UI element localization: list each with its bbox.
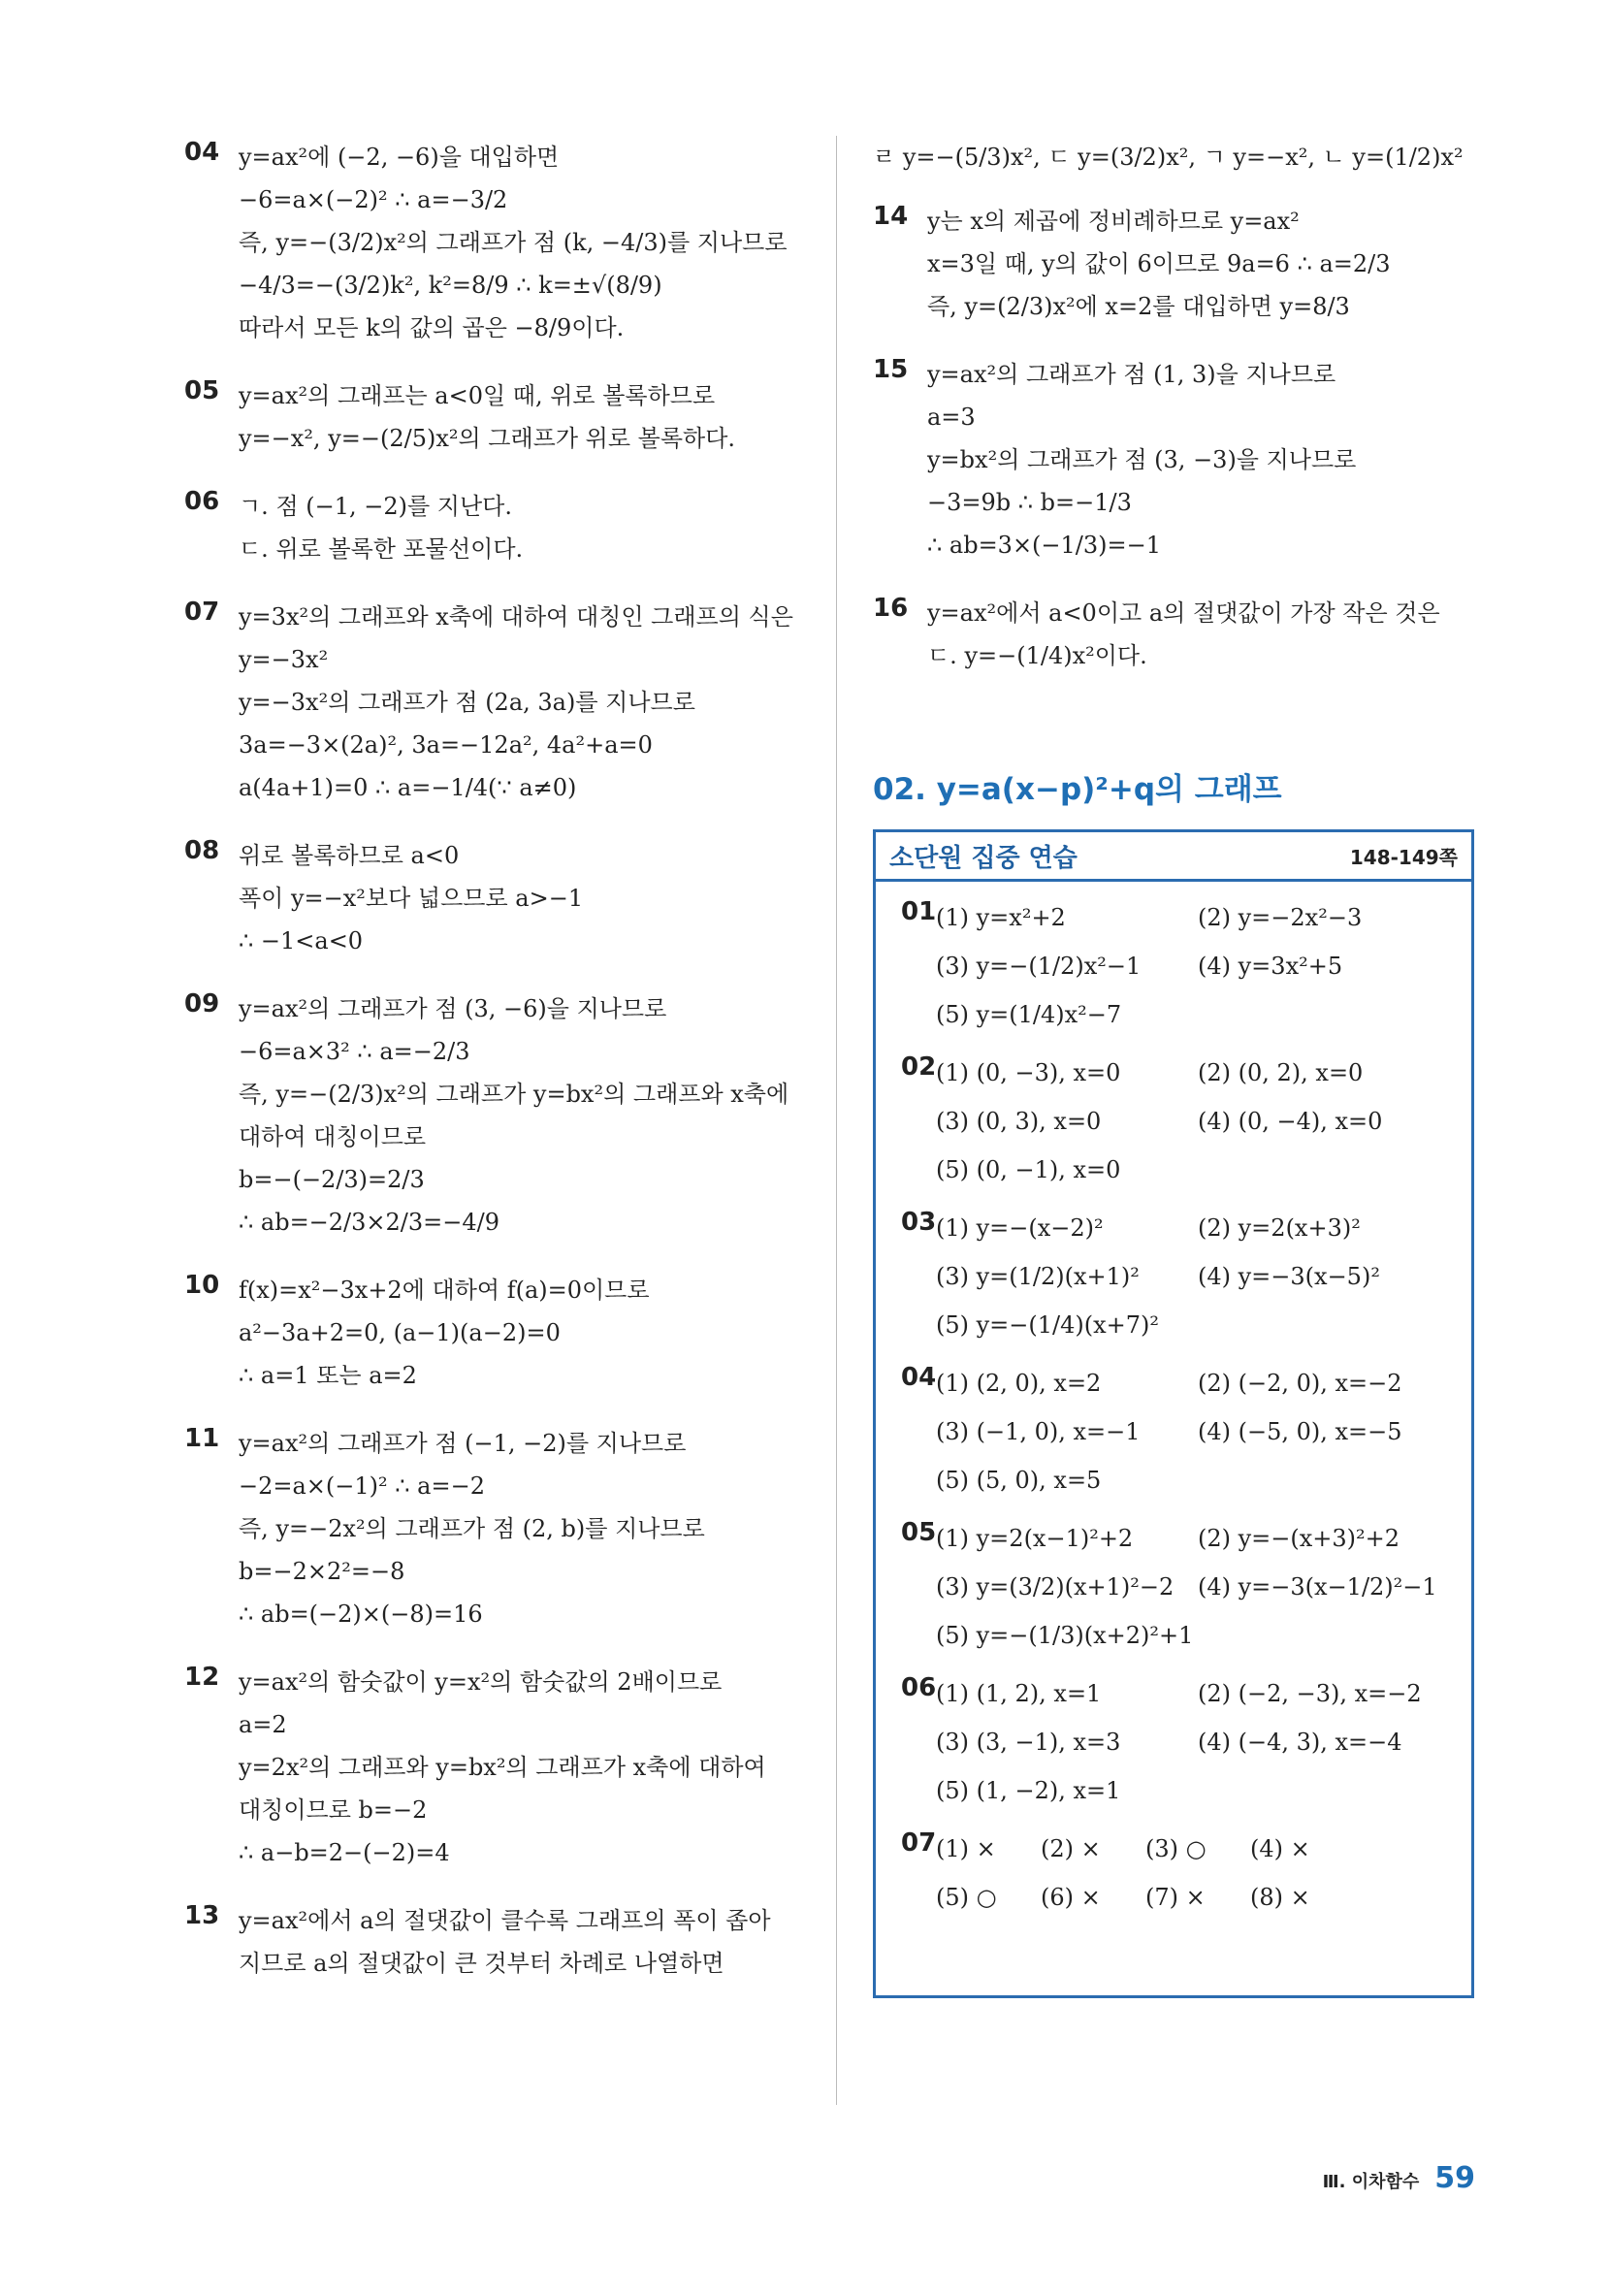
solution-line: ㄱ. 점 (−1, −2)를 지난다. <box>239 493 512 520</box>
practice-item-01 <box>901 893 1471 1039</box>
answer-cell: (1) y=x²+2 <box>936 904 1066 931</box>
solution-line: y=−3x²의 그래프가 점 (2a, 3a)를 지나므로 <box>239 689 695 716</box>
solution-line: y=ax²의 그래프가 점 (3, −6)을 지나므로 <box>239 995 667 1022</box>
solution-line: ∴ ab=3×(−1/3)=−1 <box>927 532 1162 559</box>
answer-cell: (5) y=(1/4)x²−7 <box>936 1001 1122 1028</box>
answer-cell: (2) (−2, 0), x=−2 <box>1198 1370 1402 1397</box>
problem-number: 12 <box>184 1663 220 1692</box>
problem-13 <box>184 1899 824 1985</box>
answer-cell: (4) y=3x²+5 <box>1198 953 1343 980</box>
answer-cell: (2) y=2(x+3)² <box>1198 1214 1361 1242</box>
answer-cell: (1) (2, 0), x=2 <box>936 1370 1102 1397</box>
answer-row <box>936 990 1471 1039</box>
answer-row <box>936 1301 1471 1349</box>
solution-line: y=ax²의 함숫값이 y=x²의 함숫값의 2배이므로 <box>239 1668 723 1696</box>
answer-cell: (4) (−5, 0), x=−5 <box>1198 1418 1402 1445</box>
practice-box-header <box>876 832 1471 882</box>
answer-cell: (1) (0, −3), x=0 <box>936 1059 1121 1086</box>
problem-08 <box>184 834 824 962</box>
solution-line: −6=a×3² ∴ a=−2/3 <box>239 1038 470 1065</box>
answer-cell: (3) y=(1/2)(x+1)² <box>936 1263 1140 1290</box>
practice-item-03 <box>901 1204 1471 1349</box>
solution-line: 대하여 대칭이므로 <box>239 1123 427 1150</box>
problem-number: 04 <box>184 138 220 167</box>
answer-row <box>936 893 1471 942</box>
solution-line: a²−3a+2=0, (a−1)(a−2)=0 <box>239 1319 561 1346</box>
answer-cell: (2) × <box>1041 1835 1101 1862</box>
problem-13-continuation: ㄹ y=−(5/3)x², ㄷ y=(3/2)x², ㄱ y=−x², ㄴ y=(1/2)x² <box>873 144 1464 171</box>
answer-cell: (6) × <box>1041 1884 1101 1911</box>
solution-line: y=ax²의 그래프가 점 (−1, −2)를 지나므로 <box>239 1430 687 1457</box>
answer-cell: (3) ○ <box>1145 1835 1207 1862</box>
answer-row <box>936 1252 1471 1301</box>
problem-number: 10 <box>184 1271 220 1300</box>
answer-cell: (5) (1, −2), x=1 <box>936 1777 1121 1804</box>
problem-number: 15 <box>873 355 909 384</box>
solution-line: −6=a×(−2)² ∴ a=−3/2 <box>239 186 508 213</box>
problem-11 <box>184 1422 824 1635</box>
problem-05 <box>184 374 824 460</box>
answer-cell: (4) (0, −4), x=0 <box>1198 1108 1383 1135</box>
solution-line: x=3일 때, y의 값이 6이므로 9a=6 ∴ a=2/3 <box>927 250 1391 277</box>
problem-number: 13 <box>184 1901 220 1930</box>
answer-cell: (1) (1, 2), x=1 <box>936 1680 1102 1707</box>
solution-line: 따라서 모든 k의 값의 곱은 −8/9이다. <box>239 314 625 341</box>
answer-row <box>936 1204 1471 1252</box>
chapter-label: Ⅲ. 이차함수 <box>1322 2172 1420 2192</box>
answer-cell: (2) y=−2x²−3 <box>1198 904 1363 931</box>
practice-item-04 <box>901 1359 1471 1504</box>
answer-row <box>936 1825 1471 1873</box>
solution-line: 위로 볼록하므로 a<0 <box>239 842 460 869</box>
answer-row <box>936 1359 1471 1407</box>
solution-line: b=−(−2/3)=2/3 <box>239 1166 425 1193</box>
problem-15 <box>873 353 1494 566</box>
answer-cell: (4) (−4, 3), x=−4 <box>1198 1729 1402 1756</box>
column-divider <box>836 136 837 2105</box>
problem-10 <box>184 1269 824 1397</box>
answer-row <box>936 1873 1471 1922</box>
solution-line: ∴ −1<a<0 <box>239 927 364 954</box>
answer-cell: (5) y=−(1/3)(x+2)²+1 <box>936 1622 1194 1649</box>
practice-item-number: 05 <box>901 1518 937 1547</box>
answer-cell: (8) × <box>1250 1884 1310 1911</box>
problem-number: 14 <box>873 202 909 231</box>
answer-cell: (1) × <box>936 1835 996 1862</box>
answer-row <box>936 942 1471 990</box>
practice-box-body <box>876 882 1471 1922</box>
problem-number: 11 <box>184 1424 220 1453</box>
section-title: 02. y=a(x−p)²+q의 그래프 <box>873 772 1282 807</box>
solution-line: ∴ a=1 또는 a=2 <box>239 1362 417 1389</box>
problem-number: 05 <box>184 376 220 405</box>
answer-cell: (1) y=−(x−2)² <box>936 1214 1104 1242</box>
practice-item-number: 07 <box>901 1828 937 1858</box>
answer-row <box>936 1407 1471 1456</box>
page-footer <box>1323 2161 1475 2195</box>
problem-16 <box>873 592 1494 677</box>
practice-box <box>873 829 1474 1998</box>
answer-cell: (5) y=−(1/4)(x+7)² <box>936 1311 1160 1339</box>
answer-cell: (2) (0, 2), x=0 <box>1198 1059 1364 1086</box>
problem-06 <box>184 485 824 570</box>
solution-line: 즉, y=−2x²의 그래프가 점 (2, b)를 지나므로 <box>239 1515 705 1542</box>
answer-cell: (5) (0, −1), x=0 <box>936 1156 1121 1183</box>
solution-line: 지므로 a의 절댓값이 큰 것부터 차례로 나열하면 <box>239 1950 724 1977</box>
answer-row <box>936 1097 1471 1146</box>
answer-cell: (3) (0, 3), x=0 <box>936 1108 1102 1135</box>
solution-line: ㄷ. 위로 볼록한 포물선이다. <box>239 535 524 563</box>
answer-cell: (3) (3, −1), x=3 <box>936 1729 1121 1756</box>
left-column <box>184 136 824 2010</box>
practice-item-number: 01 <box>901 897 937 926</box>
answer-row <box>936 1146 1471 1194</box>
practice-box-pages: 148-149쪽 <box>1349 845 1458 869</box>
right-column <box>873 136 1494 1998</box>
solution-line: y=ax²에 (−2, −6)을 대입하면 <box>239 144 560 171</box>
solution-line: y=ax²의 그래프가 점 (1, 3)을 지나므로 <box>927 361 1336 388</box>
answer-cell: (5) ○ <box>936 1884 997 1911</box>
answer-cell: (3) (−1, 0), x=−1 <box>936 1418 1141 1445</box>
practice-item-02 <box>901 1049 1471 1194</box>
practice-item-06 <box>901 1669 1471 1815</box>
answer-row <box>936 1456 1471 1504</box>
solution-line: 즉, y=(2/3)x²에 x=2를 대입하면 y=8/3 <box>927 293 1350 320</box>
answer-cell: (3) y=−(1/2)x²−1 <box>936 953 1142 980</box>
solution-line: ∴ ab=−2/3×2/3=−4/9 <box>239 1209 499 1236</box>
solution-line: y는 x의 제곱에 정비례하므로 y=ax² <box>927 208 1300 235</box>
practice-box-title: 소단원 집중 연습 <box>889 843 1078 873</box>
solution-line: y=bx²의 그래프가 점 (3, −3)을 지나므로 <box>927 446 1357 473</box>
problem-number: 08 <box>184 836 220 865</box>
practice-item-number: 04 <box>901 1363 937 1392</box>
solution-line: a=3 <box>927 404 976 431</box>
answer-cell: (1) y=2(x−1)²+2 <box>936 1525 1134 1552</box>
solution-line: y=ax²에서 a의 절댓값이 클수록 그래프의 폭이 좁아 <box>239 1907 771 1934</box>
answer-cell: (4) y=−3(x−5)² <box>1198 1263 1380 1290</box>
practice-item-05 <box>901 1514 1471 1660</box>
solution-line: 즉, y=−(2/3)x²의 그래프가 y=bx²의 그래프와 x축에 <box>239 1081 789 1108</box>
solution-line: f(x)=x²−3x+2에 대하여 f(a)=0이므로 <box>239 1277 650 1304</box>
problem-12 <box>184 1661 824 1874</box>
page-number: 59 <box>1434 2161 1475 2195</box>
problem-14 <box>873 200 1494 328</box>
solution-line: y=ax²의 그래프는 a<0일 때, 위로 볼록하므로 <box>239 382 716 409</box>
answer-row <box>936 1563 1471 1611</box>
solution-line: ㄷ. y=−(1/4)x²이다. <box>927 642 1147 669</box>
problem-07 <box>184 596 824 809</box>
right-problems <box>873 200 1494 677</box>
solution-line: −2=a×(−1)² ∴ a=−2 <box>239 1472 485 1500</box>
problem-04 <box>184 136 824 349</box>
solution-line: 즉, y=−(3/2)x²의 그래프가 점 (k, −4/3)를 지나므로 <box>239 229 788 256</box>
answer-cell: (4) y=−3(x−1/2)²−1 <box>1198 1573 1437 1601</box>
problem-09 <box>184 987 824 1244</box>
solution-line: a(4a+1)=0 ∴ a=−1/4(∵ a≠0) <box>239 774 577 801</box>
problem-number: 06 <box>184 487 220 516</box>
answer-cell: (7) × <box>1145 1884 1206 1911</box>
answer-cell: (4) × <box>1250 1835 1310 1862</box>
solution-line: y=ax²에서 a<0이고 a의 절댓값이 가장 작은 것은 <box>927 599 1440 627</box>
solution-line: b=−2×2²=−8 <box>239 1558 405 1585</box>
solution-line: a=2 <box>239 1711 287 1738</box>
answer-row <box>936 1611 1471 1660</box>
answer-row <box>936 1049 1471 1097</box>
solution-line: 대칭이므로 b=−2 <box>239 1796 428 1824</box>
answer-row <box>936 1514 1471 1563</box>
answer-cell: (5) (5, 0), x=5 <box>936 1467 1102 1494</box>
problem-number: 09 <box>184 989 220 1019</box>
solution-line: y=−x², y=−(2/5)x²의 그래프가 위로 볼록하다. <box>239 425 736 452</box>
practice-item-number: 02 <box>901 1052 937 1082</box>
answer-cell: (2) (−2, −3), x=−2 <box>1198 1680 1422 1707</box>
answer-row <box>936 1718 1471 1766</box>
practice-item-number: 03 <box>901 1208 937 1237</box>
solution-line: 3a=−3×(2a)², 3a=−12a², 4a²+a=0 <box>239 731 653 759</box>
problem-number: 16 <box>873 594 909 623</box>
answer-row <box>936 1766 1471 1815</box>
answer-row <box>936 1669 1471 1718</box>
solution-line: ∴ a−b=2−(−2)=4 <box>239 1839 450 1866</box>
solution-line: −3=9b ∴ b=−1/3 <box>927 489 1132 516</box>
practice-item-07 <box>901 1825 1471 1922</box>
solution-line: ∴ ab=(−2)×(−8)=16 <box>239 1601 483 1628</box>
solution-line: 폭이 y=−x²보다 넓으므로 a>−1 <box>239 885 584 912</box>
answer-cell: (2) y=−(x+3)²+2 <box>1198 1525 1400 1552</box>
solution-line: y=−3x² <box>239 646 329 673</box>
practice-item-number: 06 <box>901 1673 937 1702</box>
problem-number: 07 <box>184 598 220 627</box>
solution-line: y=2x²의 그래프와 y=bx²의 그래프가 x축에 대하여 <box>239 1754 766 1781</box>
solution-line: y=3x²의 그래프와 x축에 대하여 대칭인 그래프의 식은 <box>239 603 793 631</box>
solution-line: −4/3=−(3/2)k², k²=8/9 ∴ k=±√(8/9) <box>239 272 662 299</box>
answer-cell: (3) y=(3/2)(x+1)²−2 <box>936 1573 1175 1601</box>
